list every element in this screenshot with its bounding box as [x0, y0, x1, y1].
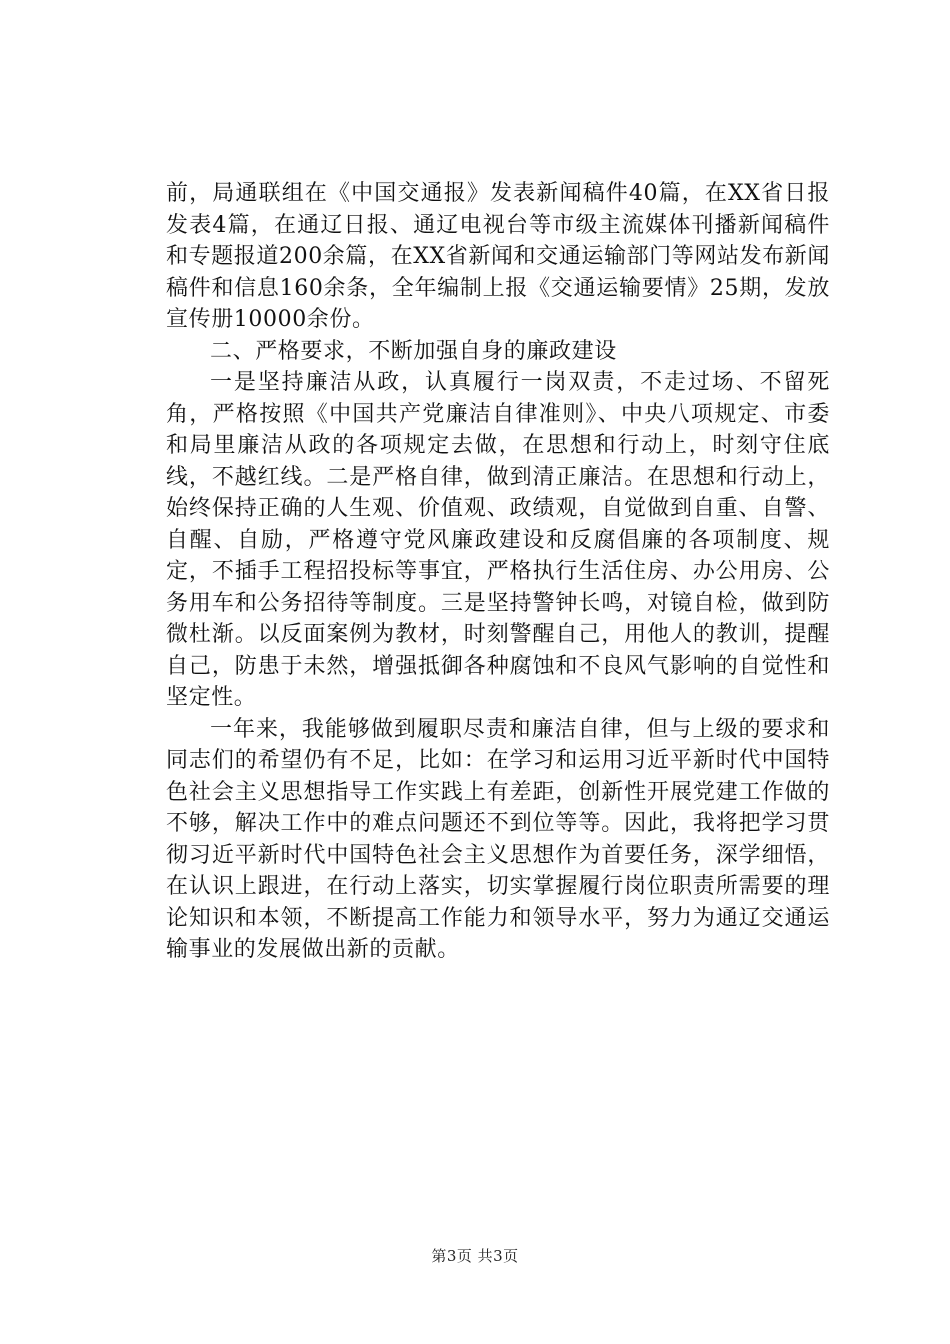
paragraph-summary: 一年来，我能够做到履职尽责和廉洁自律，但与上级的要求和同志们的希望仍有不足，比如：在学习和运用习近平新时代中国特色社会主义思想指导工作实践上有差距，创新性开展党建工作做的不够，解决工作中的难点问题还不到位等等。因此，我将把学习贯彻习近平新时代中国特色社会主义思想作为首要任务，深学细悟，在认识上跟进，在行动上落实，切实掌握履行岗位职责所需要的理论知识和本领，不断提高工作能力和领导水平，努力为通辽交通运输事业的发展做出新的贡献。 [166, 716, 830, 962]
document-body [166, 178, 830, 966]
paragraph-integrity: 一是坚持廉洁从政，认真履行一岗双责，不走过场、不留死角，严格按照《中国共产党廉洁自律准则》、中央八项规定、市委和局里廉洁从政的各项规定去做，在思想和行动上，时刻守住底线，不越红线。二是严格自律，做到清正廉洁。在思想和行动上，始终保持正确的人生观、价值观、政绩观，自觉做到自重、自警、自醒、自励，严格遵守党风廉政建设和反腐倡廉的各项制度、规定，不插手工程招投标等事宜，严格执行生活住房、办公用房、公务用车和公务招待等制度。三是坚持警钟长鸣，对镜自检，做到防微杜渐。以反面案例为教材，时刻警醒自己，用他人的教训，提醒自己，防患于未然，增强抵御各种腐蚀和不良风气影响的自觉性和坚定性。 [166, 370, 830, 710]
page-footer: 第3页 共3页 [431, 1247, 519, 1265]
paragraph-continuation: 前，局通联组在《中国交通报》发表新闻稿件40篇，在XX省日报发表4篇，在通辽日报、通辽电视台等市级主流媒体刊播新闻稿件和专题报道200余篇，在XX省新闻和交通运输部门等网站发布新闻稿件和信息160余条，全年编制上报《交通运输要情》25期，发放宣传册10000余份。 [166, 181, 830, 332]
section-heading: 二、严格要求，不断加强自身的廉政建设 [210, 338, 617, 364]
